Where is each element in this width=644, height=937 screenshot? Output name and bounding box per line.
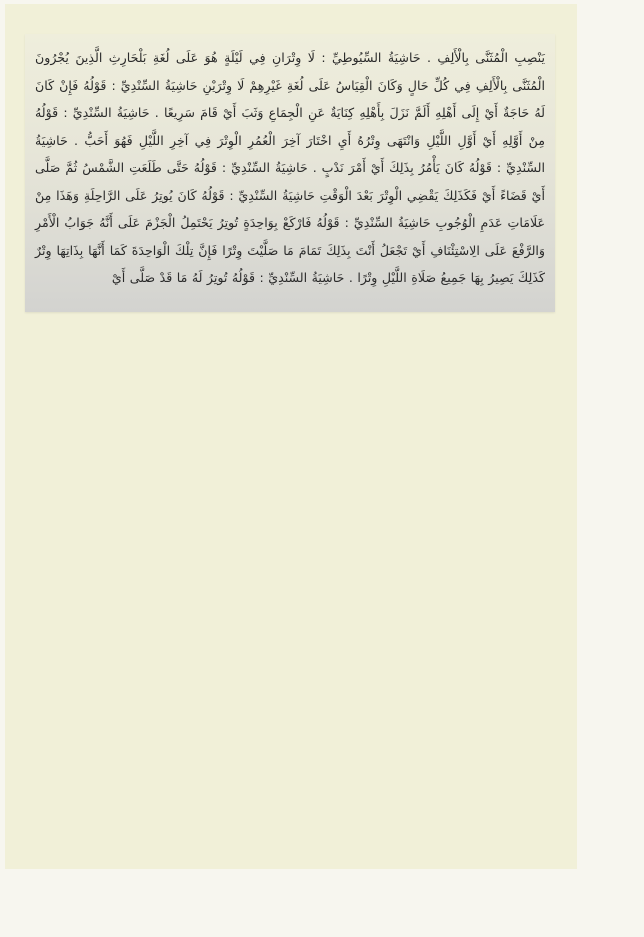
text-card bbox=[25, 34, 555, 312]
commentary-text: يَنْصِبِ الْمُثَنَّى بِالْأَلِفِ . حَاشِيَةُ السِّيُوطِيِّ : لَا وِتْرَانِ فِي لَيْلَةٍ هُوَ عَلَى لُغَةِ بَلْحَارِثِ الَّذِينَ يُجْرُونَ الْمُثَنَّى بِالْأَلِفِ فِي كُلِّ حَالٍ وَكَانَ الْقِيَاسُ عَلَى لُغَةِ غَيْرِهِمْ لَا وِتْرَيْنِ حَاشِيَةُ السِّنْدِيِّ : قَوْلُهُ فَإِنْ كَانَ لَهُ حَاجَةٌ أَيْ إِلَى أَهْلِهِ أَلَمَّ نَزَلَ بِأَهْلِهِ كِنَايَةٌ عَنِ الْجِمَاعِ وَثَبَ أَيْ قَامَ سَرِيعًا . حَاشِيَةُ السِّنْدِيِّ : قَوْلُهُ مِنْ أَوَّلِهِ أَيْ أَوَّلِ اللَّيْلِ وَانْتَهَى وِتْرُهُ أَيِ اخْتَارَ آخِرَ الْعُمُرِ الْوِتْرَ فِي آخِرِ اللَّيْلِ فَهُوَ أَحَبُّ . حَاشِيَةُ السِّنْدِيِّ : قَوْلُهُ كَانَ يَأْمُرُ بِذَلِكَ أَيْ أَمْرَ نَدْبٍ . حَاشِيَةُ السِّنْدِيِّ : قَوْلُهُ حَتَّى طَلَعَتِ الشَّمْسُ ثُمَّ صَلَّى أَيْ قَضَاءً أَيْ فَكَذَلِكَ يَقْضِي الْوِتْرَ بَعْدَ الْوَقْتِ حَاشِيَةُ السِّنْدِيِّ : قَوْلُهُ كَانَ يُوتِرُ عَلَى الرَّاحِلَةِ وَهَذَا مِنْ عَلَامَاتِ عَدَمِ الْوُجُوبِ حَاشِيَةُ السِّنْدِيِّ : قَوْلُهُ فَارْكَعْ بِوَاحِدَةٍ تُوتِرُ يَحْتَمِلُ الْجَزْمَ عَلَى أَنَّهُ جَوَابُ الْأَمْرِ وَالرَّفْعَ عَلَى الِاسْتِئْنَافِ أَيْ تَجْعَلُ أَنْتَ بِذَلِكَ تَمَامَ مَا صَلَّيْتَ وِتْرًا فَإِنَّ تِلْكَ الْوَاحِدَةَ كَمَا أَنَّهَا بِذَاتِهَا وِتْرٌ كَذَلِكَ يَصِيرُ بِهَا جَمِيعُ صَلَاةِ اللَّيْلِ وِتْرًا . حَاشِيَةُ السِّنْدِيِّ : قَوْلُهُ تُوتِرُ لَهُ مَا قَدْ صَلَّى أَيْ bbox=[35, 50, 545, 285]
document-page bbox=[5, 4, 577, 869]
